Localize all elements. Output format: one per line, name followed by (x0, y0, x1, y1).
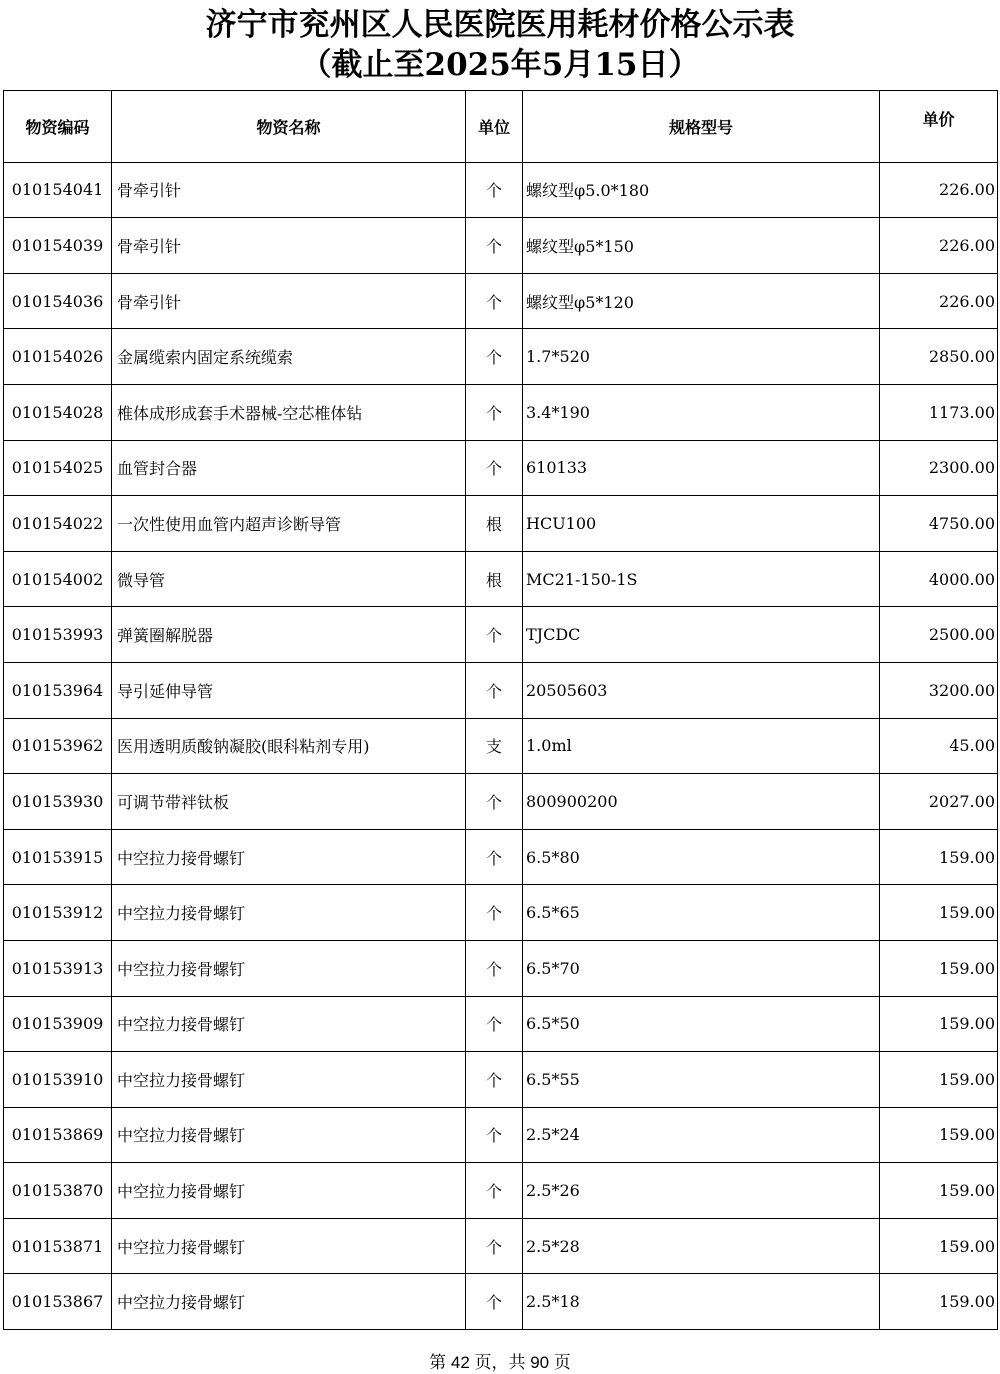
cell-spec: 螺纹型φ5*150 (523, 218, 880, 274)
table-row (4, 218, 998, 274)
cell-name: 中空拉力接骨螺钉 (112, 1107, 466, 1163)
cell-unit: 个 (466, 774, 523, 830)
cell-unit: 个 (466, 384, 523, 440)
cell-code: 010154039 (4, 218, 112, 274)
cell-price: 3200.00 (880, 662, 998, 718)
header-price: 单价 (880, 91, 998, 163)
cell-unit: 个 (466, 1163, 523, 1219)
header-unit: 单位 (466, 91, 523, 163)
cell-name: 中空拉力接骨螺钉 (112, 1218, 466, 1274)
cell-spec: 610133 (523, 440, 880, 496)
cell-code: 010153915 (4, 829, 112, 885)
table-row (4, 1274, 998, 1330)
cell-unit: 个 (466, 162, 523, 218)
cell-spec: 6.5*80 (523, 829, 880, 885)
cell-unit: 个 (466, 1274, 523, 1330)
table-row (4, 607, 998, 663)
cell-spec: 螺纹型φ5*120 (523, 273, 880, 329)
page-subtitle-date: （截止至2025年5月15日） (300, 47, 700, 83)
cell-price: 1173.00 (880, 384, 998, 440)
cell-name: 导引延伸导管 (112, 662, 466, 718)
table-row (4, 940, 998, 996)
cell-code: 010153870 (4, 1163, 112, 1219)
cell-unit: 个 (466, 662, 523, 718)
cell-code: 010153909 (4, 996, 112, 1052)
cell-code: 010153871 (4, 1218, 112, 1274)
table-row (4, 384, 998, 440)
table-row (4, 662, 998, 718)
cell-unit: 个 (466, 218, 523, 274)
cell-code: 010154022 (4, 496, 112, 552)
table-row (4, 440, 998, 496)
cell-code: 010154002 (4, 551, 112, 607)
cell-name: 骨牵引针 (112, 273, 466, 329)
cell-name: 金属缆索内固定系统缆索 (112, 329, 466, 385)
table-row (4, 1052, 998, 1108)
cell-price: 226.00 (880, 218, 998, 274)
table-row (4, 1163, 998, 1219)
table-row (4, 885, 998, 941)
cell-code: 010154036 (4, 273, 112, 329)
cell-price: 159.00 (880, 1052, 998, 1108)
cell-code: 010153910 (4, 1052, 112, 1108)
cell-unit: 个 (466, 329, 523, 385)
cell-name: 弹簧圈解脱器 (112, 607, 466, 663)
cell-price: 2300.00 (880, 440, 998, 496)
cell-spec: 2.5*24 (523, 1107, 880, 1163)
cell-unit: 根 (466, 551, 523, 607)
cell-unit: 个 (466, 1107, 523, 1163)
cell-name: 中空拉力接骨螺钉 (112, 829, 466, 885)
cell-unit: 个 (466, 273, 523, 329)
cell-price: 159.00 (880, 940, 998, 996)
cell-spec: TJCDC (523, 607, 880, 663)
cell-price: 159.00 (880, 1107, 998, 1163)
cell-price: 4000.00 (880, 551, 998, 607)
cell-name: 可调节带袢钛板 (112, 774, 466, 830)
cell-unit: 个 (466, 440, 523, 496)
table-row (4, 718, 998, 774)
cell-unit: 个 (466, 1218, 523, 1274)
cell-unit: 个 (466, 940, 523, 996)
cell-code: 010153867 (4, 1274, 112, 1330)
table-header-row (4, 91, 998, 163)
cell-spec: 6.5*50 (523, 996, 880, 1052)
cell-price: 45.00 (880, 718, 998, 774)
cell-price: 159.00 (880, 1274, 998, 1330)
cell-price: 2850.00 (880, 329, 998, 385)
cell-name: 微导管 (112, 551, 466, 607)
price-table (3, 90, 998, 1330)
table-row (4, 1218, 998, 1274)
cell-code: 010153869 (4, 1107, 112, 1163)
cell-spec: 800900200 (523, 774, 880, 830)
cell-spec: 1.0ml (523, 718, 880, 774)
cell-code: 010154026 (4, 329, 112, 385)
cell-name: 血管封合器 (112, 440, 466, 496)
cell-unit: 个 (466, 1052, 523, 1108)
cell-spec: 3.4*190 (523, 384, 880, 440)
table-row (4, 551, 998, 607)
cell-code: 010154041 (4, 162, 112, 218)
cell-name: 椎体成形成套手术器械-空芯椎体钻 (112, 384, 466, 440)
table-row (4, 329, 998, 385)
cell-spec: 6.5*70 (523, 940, 880, 996)
cell-code: 010153964 (4, 662, 112, 718)
table-body (4, 162, 998, 1329)
cell-spec: 2.5*26 (523, 1163, 880, 1219)
cell-code: 010154028 (4, 384, 112, 440)
cell-unit: 个 (466, 829, 523, 885)
table-row (4, 496, 998, 552)
cell-name: 骨牵引针 (112, 218, 466, 274)
cell-spec: 20505603 (523, 662, 880, 718)
table-row (4, 273, 998, 329)
cell-price: 159.00 (880, 1163, 998, 1219)
cell-spec: 螺纹型φ5.0*180 (523, 162, 880, 218)
cell-spec: 6.5*65 (523, 885, 880, 941)
cell-name: 中空拉力接骨螺钉 (112, 1274, 466, 1330)
cell-name: 骨牵引针 (112, 162, 466, 218)
cell-code: 010153930 (4, 774, 112, 830)
table-row (4, 996, 998, 1052)
cell-spec: 2.5*18 (523, 1274, 880, 1330)
cell-spec: 1.7*520 (523, 329, 880, 385)
cell-spec: 2.5*28 (523, 1218, 880, 1274)
header-name: 物资名称 (112, 91, 466, 163)
cell-price: 226.00 (880, 273, 998, 329)
cell-unit: 个 (466, 607, 523, 663)
cell-price: 2500.00 (880, 607, 998, 663)
cell-price: 159.00 (880, 1218, 998, 1274)
cell-price: 159.00 (880, 829, 998, 885)
cell-name: 中空拉力接骨螺钉 (112, 885, 466, 941)
page-number: 第 42 页，共 90 页 (429, 1353, 571, 1372)
table-row (4, 829, 998, 885)
cell-code: 010153912 (4, 885, 112, 941)
table-row (4, 774, 998, 830)
cell-unit: 根 (466, 496, 523, 552)
cell-price: 226.00 (880, 162, 998, 218)
table-row (4, 162, 998, 218)
cell-price: 2027.00 (880, 774, 998, 830)
cell-name: 中空拉力接骨螺钉 (112, 1052, 466, 1108)
cell-code: 010153913 (4, 940, 112, 996)
cell-name: 中空拉力接骨螺钉 (112, 996, 466, 1052)
cell-name: 中空拉力接骨螺钉 (112, 940, 466, 996)
cell-unit: 支 (466, 718, 523, 774)
header-code: 物资编码 (4, 91, 112, 163)
cell-unit: 个 (466, 996, 523, 1052)
cell-price: 159.00 (880, 885, 998, 941)
cell-code: 010153993 (4, 607, 112, 663)
cell-spec: MC21-150-1S (523, 551, 880, 607)
cell-unit: 个 (466, 885, 523, 941)
cell-spec: 6.5*55 (523, 1052, 880, 1108)
header-spec: 规格型号 (523, 91, 880, 163)
cell-name: 一次性使用血管内超声诊断导管 (112, 496, 466, 552)
cell-name: 中空拉力接骨螺钉 (112, 1163, 466, 1219)
cell-code: 010154025 (4, 440, 112, 496)
cell-price: 159.00 (880, 996, 998, 1052)
cell-code: 010153962 (4, 718, 112, 774)
cell-name: 医用透明质酸钠凝胶(眼科粘剂专用) (112, 718, 466, 774)
cell-spec: HCU100 (523, 496, 880, 552)
table-row (4, 1107, 998, 1163)
page-title: 济宁市兖州区人民医院医用耗材价格公示表 (205, 7, 795, 43)
cell-price: 4750.00 (880, 496, 998, 552)
